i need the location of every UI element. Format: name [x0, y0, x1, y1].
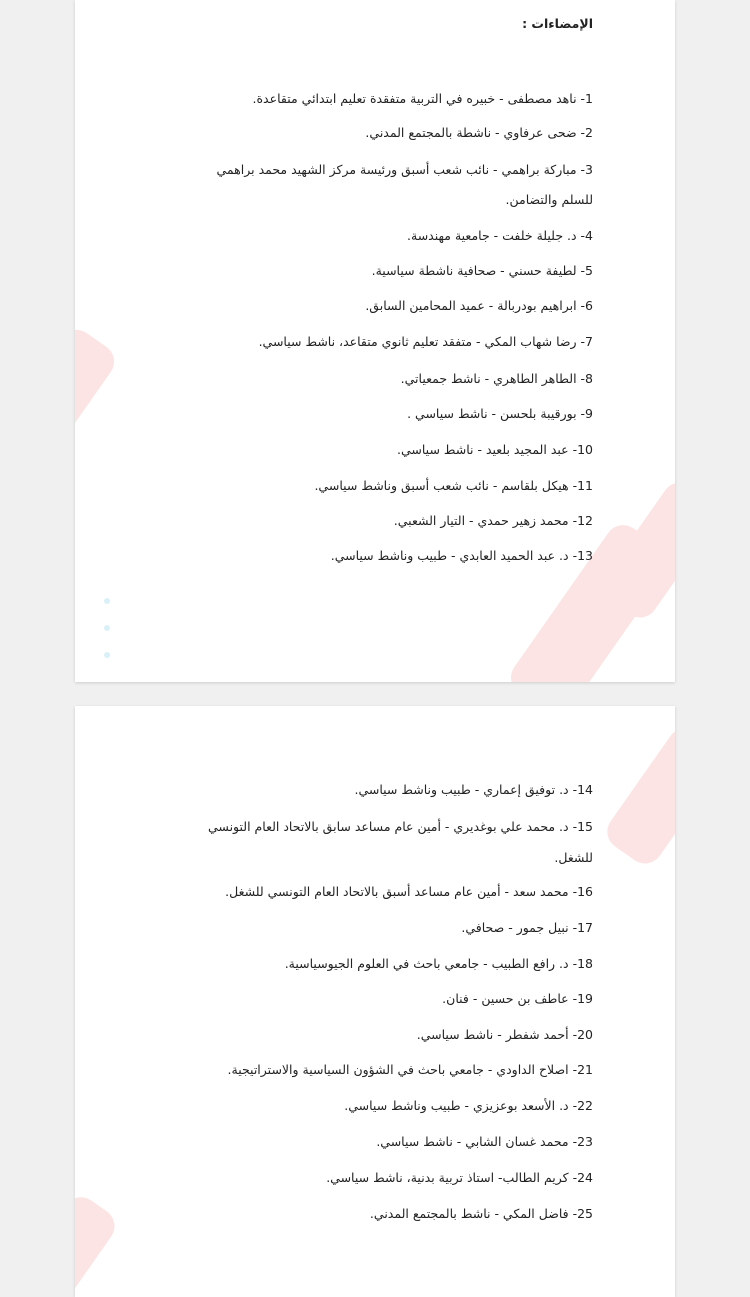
list-item: 11- هيكل بلقاسم - نائب شعب أسبق وناشط سياسي. — [314, 478, 593, 493]
list-item: 5- لطيفة حسني - صحافية ناشطة سياسية. — [371, 263, 593, 278]
list-item: 4- د. جليلة خلفت - جامعية مهندسة. — [407, 228, 593, 243]
list-item: 22- د. الأسعد بوعزيزي - طبيب وناشط سياسي. — [344, 1098, 593, 1113]
decorative-dot — [104, 652, 110, 658]
list-item-continuation: للشغل. — [554, 850, 593, 865]
decorative-dot — [104, 598, 110, 604]
list-item: 12- محمد زهير حمدي - التيار الشعبي. — [393, 513, 593, 528]
list-item: 25- فاضل المكي - ناشط بالمجتمع المدني. — [369, 1206, 593, 1221]
list-item: 7- رضا شهاب المكي - متفقد تعليم ثانوي متقاعد، ناشط سياسي. — [258, 334, 593, 349]
list-item: 2- ضحى عرفاوي - ناشطة بالمجتمع المدني. — [365, 125, 593, 140]
list-item: 17- نبيل جمور - صحافي. — [461, 920, 593, 935]
list-item: 21- اصلاح الداودي - جامعي باحث في الشؤون السياسية والاستراتيجية. — [227, 1062, 593, 1077]
list-item: 9- بورقيبة بلحسن - ناشط سياسي . — [407, 406, 593, 421]
list-item: 16- محمد سعد - أمين عام مساعد أسبق بالاتحاد العام التونسي للشغل. — [225, 884, 593, 899]
list-item: 19- عاطف بن حسين - فنان. — [442, 991, 593, 1006]
list-item: 18- د. رافع الطبيب - جامعي باحث في العلوم الجيوسياسية. — [284, 956, 593, 971]
list-item: 10- عبد المجيد بلعيد - ناشط سياسي. — [397, 442, 593, 457]
list-item: 13- د. عبد الحميد العابدي - طبيب وناشط سياسي. — [330, 548, 593, 563]
list-item: 14- د. توفيق إعماري - طبيب وناشط سياسي. — [354, 782, 593, 797]
decorative-dot — [104, 625, 110, 631]
document-page-2 — [75, 706, 675, 1297]
document-page-1 — [75, 0, 675, 682]
list-item-continuation: للسلم والتضامن. — [505, 192, 593, 207]
list-item: 8- الطاهر الطاهري - ناشط جمعياتي. — [400, 371, 593, 386]
list-item: 3- مباركة براهمي - نائب شعب أسبق ورئيسة مركز الشهيد محمد براهمي — [216, 162, 593, 177]
decorative-shape — [600, 721, 675, 870]
list-item: 6- ابراهيم بودربالة - عميد المحامين السابق. — [365, 298, 593, 313]
signatures-title: الإمضاءات : — [522, 16, 593, 31]
list-item: 24- كريم الطالب- استاذ تربية بدنية، ناشط سياسي. — [326, 1170, 593, 1185]
list-item: 15- د. محمد علي بوغديري - أمين عام مساعد سابق بالاتحاد العام التونسي — [208, 819, 593, 834]
list-item: 23- محمد غسان الشابي - ناشط سياسي. — [376, 1134, 593, 1149]
list-item: 1- ناهد مصطفى - خبيره في التربية متفقدة تعليم ابتدائي متقاعدة. — [252, 91, 593, 106]
list-item: 20- أحمد شفطر - ناشط سياسي. — [416, 1027, 593, 1042]
